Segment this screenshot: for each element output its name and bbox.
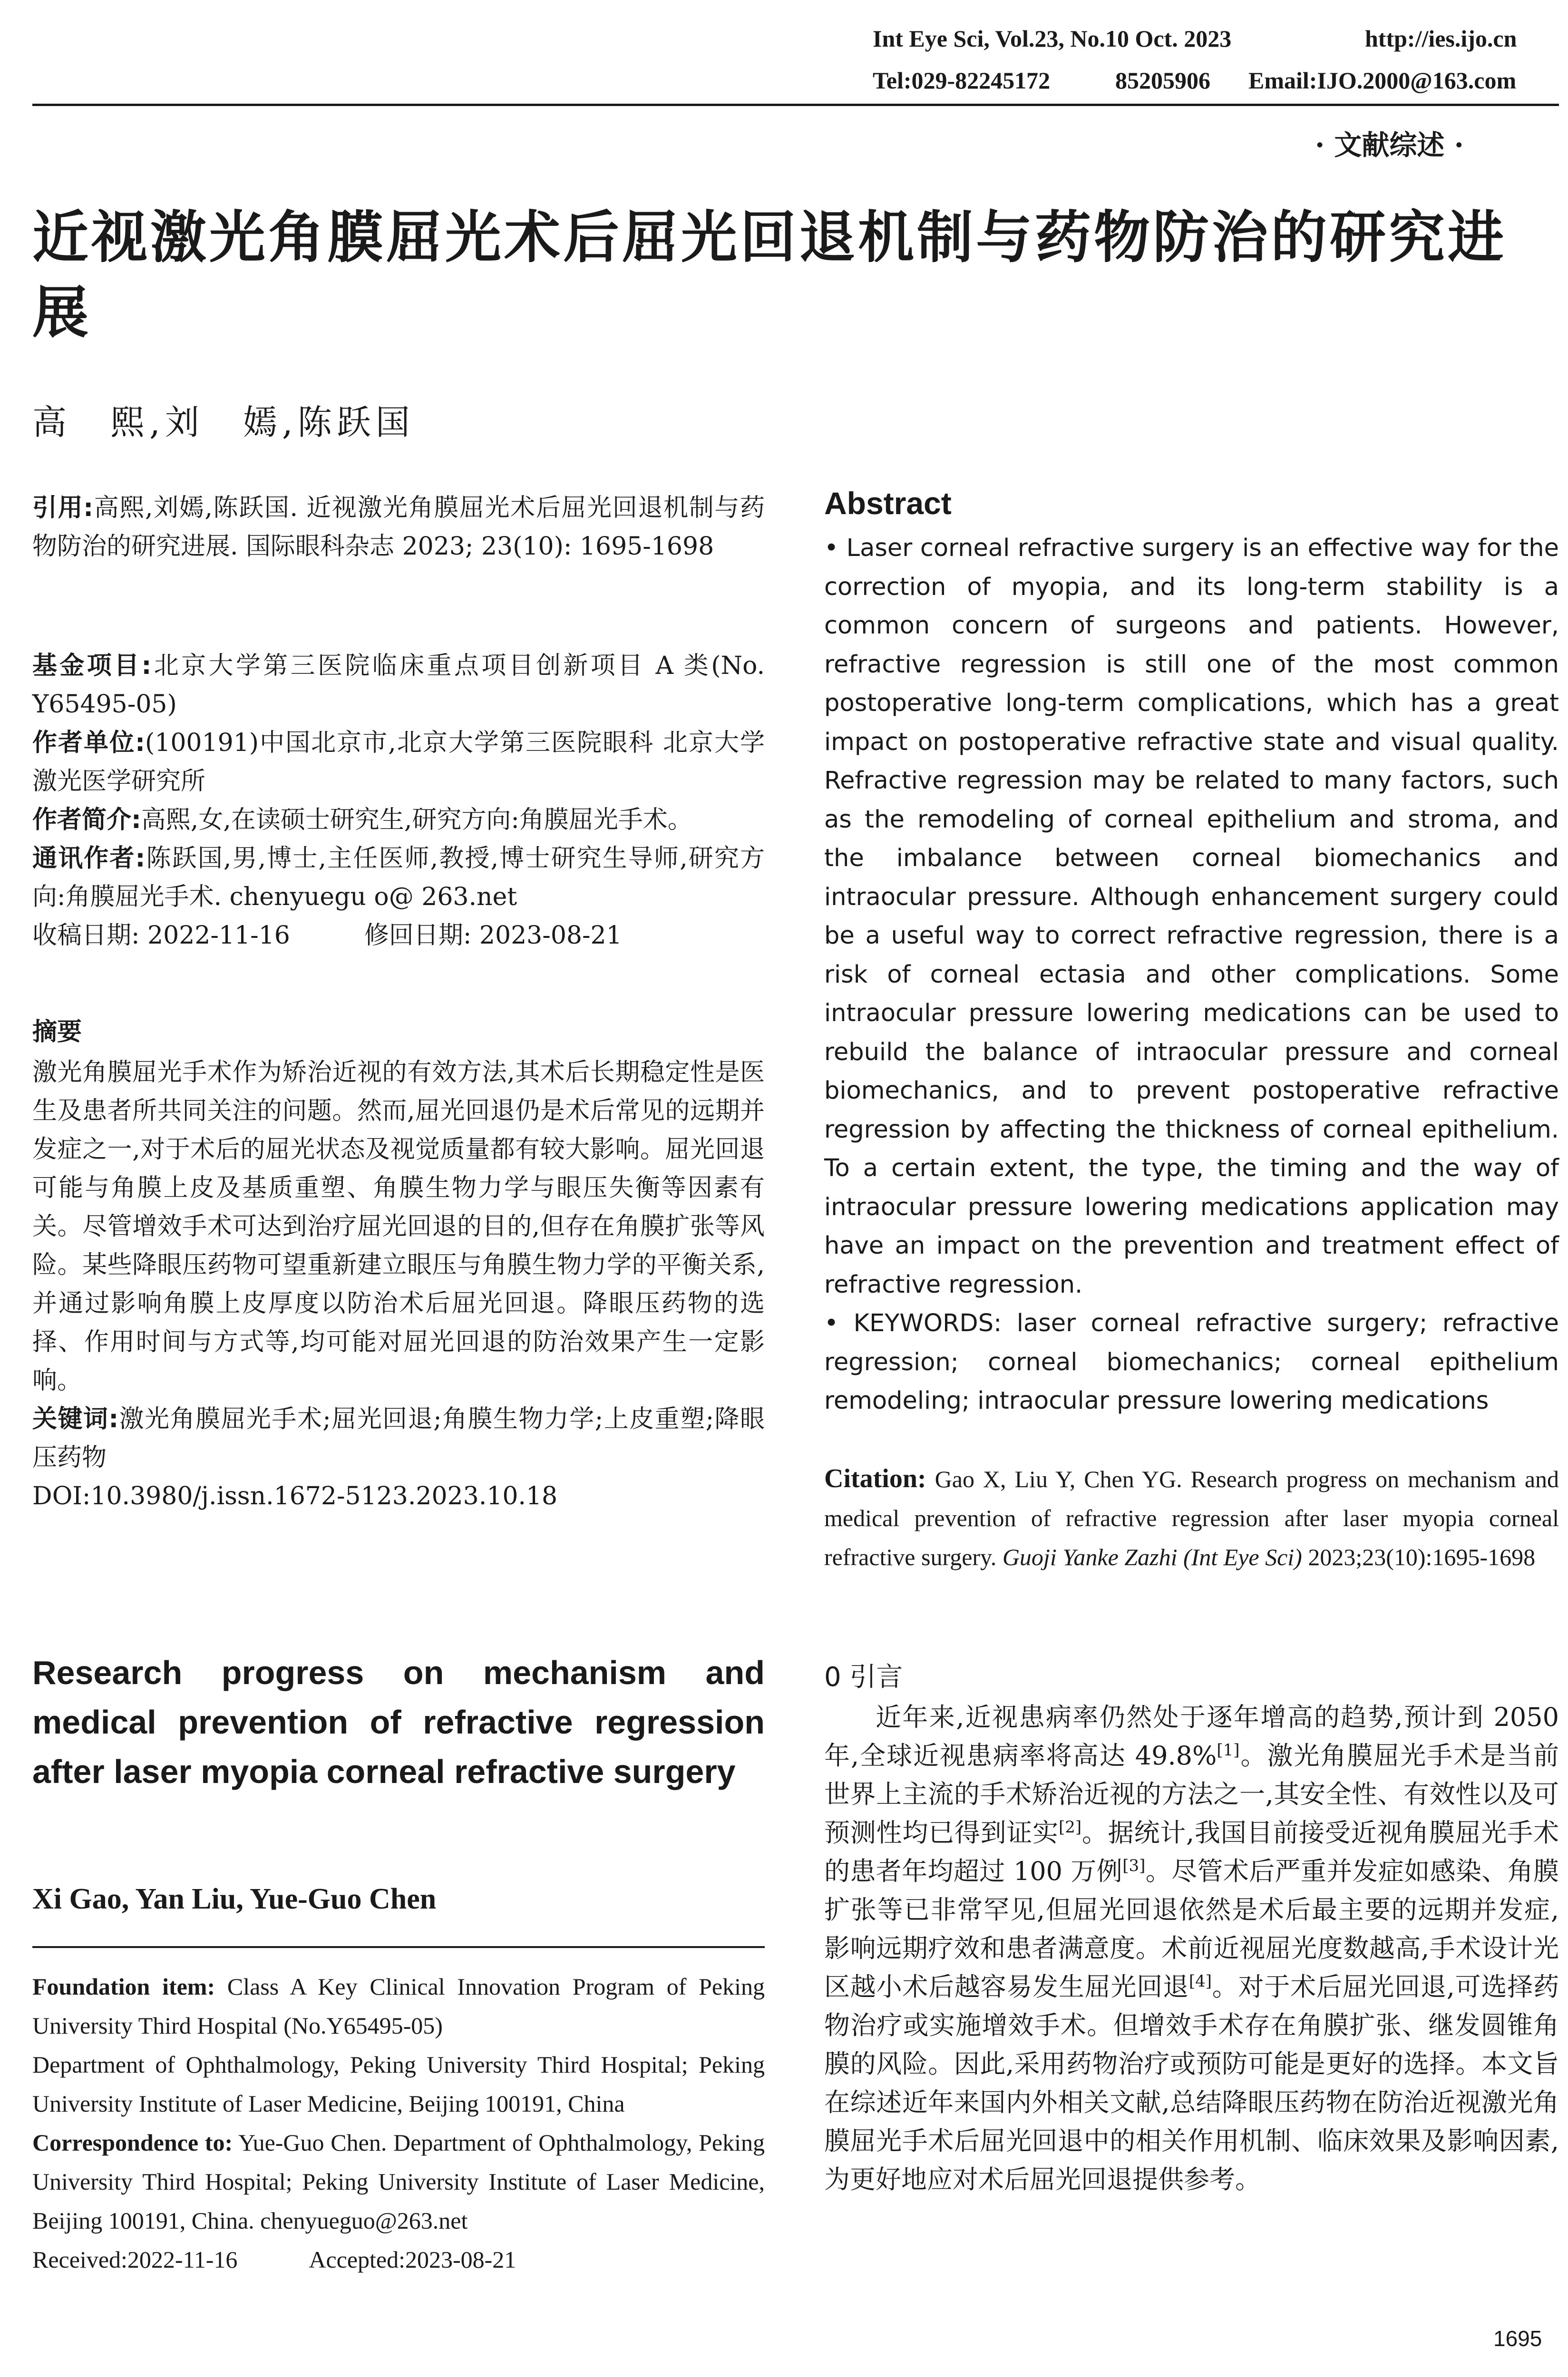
correspondence-en-text: Yue-Guo Chen. Department of Ophthalmology, Peking University Third Hospital; Peking University Institute of Laser Medicine, Beijing 100191, China. chenyueguo@263.net — [32, 2129, 765, 2234]
author-bio-cn-label: 作者简介: — [32, 806, 141, 834]
journal-tel: Tel:029-82245172 — [873, 67, 1051, 94]
title-en: Research progress on mechanism and medical prevention of refractive regression after laser myopia corneal refractive surgery — [32, 1654, 765, 1790]
intro-text-5: 。对于术后屈光回退,可选择药物治疗或实施增效手术。但增效手术存在角膜扩张、继发圆锥角膜的风险。因此,采用药物治疗或预防可能是更好的选择。本文旨在综述近年来国内外相关文献,总结降眼压药物在防治近视激光角膜屈光手术后屈光回退中的相关作用机制、临床效果及影响因素,为更好地应对术后屈光回退提供参考。 — [824, 1972, 1559, 2194]
doi[interactable]: DOI:10.3980/j.issn.1672-5123.2023.10.18 — [32, 1482, 558, 1510]
foundation-en-text: Class A Key Clinical Innovation Program of Peking University Third Hospital (No.Y65495-05) — [32, 1973, 765, 2039]
author-bio-cn-text: 高熙,女,在读硕士研究生,研究方向:角膜屈光手术。 — [141, 806, 692, 834]
intro-heading: 0 引言 — [824, 1662, 903, 1693]
intro-text-2: 。激光角膜屈光手术是当前世界上主流的手术矫治近视的方法之一,其安全性、有效性以及可预测性均已得到证实 — [824, 1741, 1559, 1848]
ref-1[interactable]: [1] — [1217, 1741, 1240, 1760]
citation-en-label: Citation: — [824, 1464, 926, 1493]
dates-cn — [32, 916, 765, 955]
page-title-cn: 近视激光角膜屈光术后屈光回退机制与药物防治的研究进展 — [32, 205, 1507, 345]
foundation-cn-label: 基金项目: — [32, 652, 152, 680]
correspondence-en — [32, 2123, 765, 2240]
journal-tel-2: 85205906 — [1115, 67, 1210, 94]
keywords-en: • KEYWORDS: laser corneal refractive surgery; refractive regression; corneal biomechanics; corneal epithelium remodeling; intraocular pressure lowering medications — [824, 1309, 1559, 1415]
citation-en-text: Gao X, Liu Y, Chen YG. Research progress on mechanism and medical prevention of refractive regression after laser myopia corneal refractive surgery. — [824, 1466, 1559, 1570]
foundation-cn — [32, 647, 765, 724]
abstract-en — [824, 529, 1559, 1421]
correspondence-cn — [32, 839, 765, 916]
correspondence-en-label: Correspondence to: — [32, 2129, 233, 2156]
affiliation-cn — [32, 724, 765, 801]
journal-website[interactable]: http://ies.ijo.cn — [1365, 25, 1517, 52]
citation-en-journal: Guoji Yanke Zazhi (Int Eye Sci) — [1002, 1544, 1302, 1570]
authors-en: Xi Gao, Yan Liu, Yue-Guo Chen — [32, 1883, 437, 1915]
affiliation-cn-text: (100191)中国北京市,北京大学第三医院眼科 北京大学激光医学研究所 — [32, 729, 765, 796]
abstract-cn-text: 激光角膜屈光手术作为矫治近视的有效方法,其术后长期稳定性是医生及患者所共同关注的问题。然而,屈光回退仍是术后常见的远期并发症之一,对于术后的屈光状态及视觉质量都有较大影响。屈光回退可能与角膜上皮及基质重塑、角膜生物力学与眼压失衡等因素有关。尽管增效手术可达到治疗屈光回退的目的,但存在角膜扩张等风险。某些降眼压药物可望重新建立眼压与角膜生物力学的平衡关系,并通过影响角膜上皮厚度以防治术后屈光回退。降眼压药物的选择、作用时间与方式等,均可能对屈光回退的防治效果产生一定影响。 — [32, 1058, 765, 1395]
foundation-en-label: Foundation item: — [32, 1973, 215, 2000]
intro-text-3: 。据统计,我国目前接受近视角膜屈光手术的患者年均超过 100 万例 — [824, 1818, 1559, 1886]
affiliation-en — [32, 2045, 765, 2123]
correspondence-cn-text: 陈跃国,男,博士,主任医师,教授,博士研究生导师,研究方向:角膜屈光手术. chenyuegu o@ 263.net — [32, 844, 765, 911]
correspondence-cn-label: 通讯作者: — [32, 844, 146, 873]
abstract-cn-heading: 摘要 — [32, 1018, 82, 1046]
section-tag: · 文献综述 · — [1315, 129, 1464, 161]
keywords-cn-label: 关键词: — [32, 1405, 119, 1433]
citation-en — [824, 1459, 1559, 1577]
header-rule — [32, 104, 1559, 106]
ref-2[interactable]: [2] — [1058, 1818, 1082, 1837]
page-number: 1695 — [1493, 2326, 1542, 2351]
citation-cn-text: 高熙,刘嫣,陈跃国. 近视激光角膜屈光术后屈光回退机制与药物防治的研究进展. 国际眼科杂志 2023; 23(10): 1695-1698 — [32, 494, 765, 561]
dates-cn-text: 收稿日期: 2022-11-16 修回日期: 2023-08-21 — [32, 921, 622, 950]
author-bio-cn — [32, 801, 765, 839]
ref-4[interactable]: [4] — [1188, 1972, 1212, 1991]
journal-email[interactable]: Email:IJO.2000@163.com — [1248, 67, 1517, 94]
authors-rule — [32, 1946, 765, 1948]
info-cn-block — [32, 647, 765, 955]
affiliation-en-text: Department of Ophthalmology, Peking University Third Hospital; Peking University Institute of Laser Medicine, Beijing 100191, China — [32, 2051, 765, 2117]
foundation-cn-text: 北京大学第三医院临床重点项目创新项目 A 类(No. Y65495-05) — [32, 652, 765, 719]
citation-cn — [32, 489, 765, 566]
affiliation-cn-label: 作者单位: — [32, 729, 145, 757]
citation-en-issue: 2023;23(10):1695-1698 — [1308, 1544, 1536, 1570]
intro-body — [824, 1698, 1559, 2199]
intro-text-4: 。尽管术后严重并发症如感染、角膜扩张等已非常罕见,但屈光回退依然是术后最主要的远期并发症,影响远期疗效和患者满意度。术前近视屈光度数越高,手术设计光区越小术后越容易发生屈光回退 — [824, 1856, 1559, 2002]
dates-en — [32, 2240, 765, 2279]
intro-text-1: 近年来,近视患病率仍然处于逐年增高的趋势,预计到 2050 年,全球近视患病率将高达 49.8% — [824, 1702, 1559, 1771]
abstract-en-heading: Abstract — [824, 486, 952, 521]
ref-3[interactable]: [3] — [1122, 1856, 1146, 1875]
abstract-cn — [32, 1013, 765, 1516]
info-en-block — [32, 1967, 765, 2279]
abstract-en-text: • Laser corneal refractive surgery is an effective way for the correction of myopia, and its long-term stability is a common concern of surgeons and patients. However, refractive regression is still one of the most common postoperative long-term complications, which has a great impact on postoperative refractive state and visual quality. Refractive regression may be related to many factors, such as the remodeling of corneal epithelium and stroma, and the imbalance between corneal biomechanics and intraocular pressure. Although enhancement surgery could be a useful way to correct refractive regression, there is a risk of corneal ectasia and other complications. Some intraocular pressure lowering medications can be used to rebuild the balance of intraocular pressure and corneal biomechanics, and to prevent postoperative refractive regression by affecting the thickness of corneal epithelium. To a certain extent, the type, the timing and the way of intraocular pressure lowering medications application may have an impact on the prevention and treatment effect of refractive regression. — [824, 534, 1559, 1299]
citation-cn-label: 引用: — [32, 494, 94, 522]
journal-line: Int Eye Sci, Vol.23, No.10 Oct. 2023 — [873, 25, 1232, 52]
dates-en-text: Received:2022-11-16 Accepted:2023-08-21 — [32, 2246, 516, 2273]
authors-cn: 高 熙,刘 嫣,陈跃国 — [32, 402, 415, 442]
foundation-en — [32, 1967, 765, 2045]
keywords-cn — [32, 1400, 765, 1477]
keywords-cn-text: 激光角膜屈光手术;屈光回退;角膜生物力学;上皮重塑;降眼压药物 — [32, 1405, 765, 1472]
